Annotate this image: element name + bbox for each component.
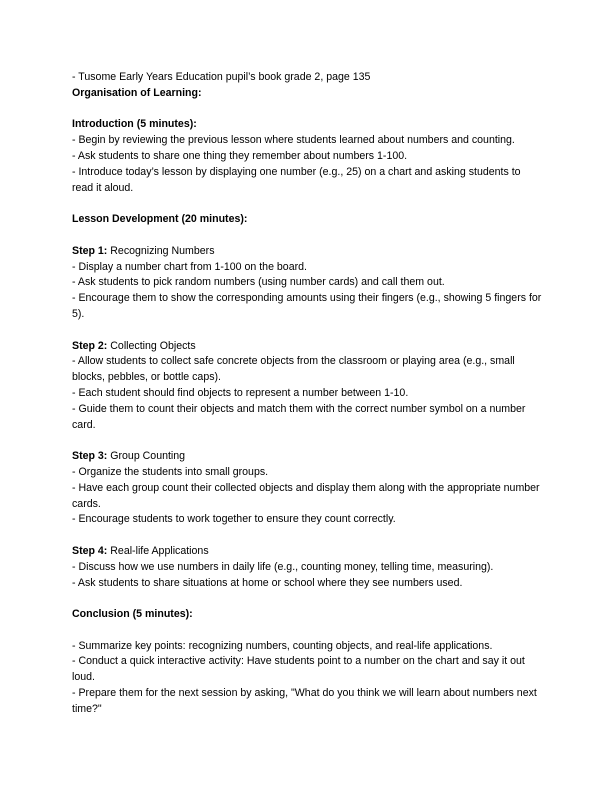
step-title xyxy=(72,544,542,560)
list-item: - Have each group count their collected objects and display them along with the appropriate number cards. xyxy=(72,481,540,510)
step-name: Recognizing Numbers xyxy=(107,244,215,257)
source-reference: - Tusome Early Years Education pupil’s book grade 2, page 135 xyxy=(72,71,371,83)
development-heading: Lesson Development (20 minutes): xyxy=(72,213,248,226)
step-4-section xyxy=(72,544,542,591)
conclusion-heading: Conclusion (5 minutes): xyxy=(72,608,193,621)
step-label: Step 1: xyxy=(72,244,108,257)
list-item: - Conduct a quick interactive activity: Have students point to a number on the chart and say it out loud. xyxy=(72,655,525,684)
introduction-heading: Introduction (5 minutes): xyxy=(72,118,197,131)
list-item: - Encourage them to show the corresponding amounts using their fingers (e.g., showing 5 fingers for 5). xyxy=(72,292,542,320)
step-1-section xyxy=(72,244,542,323)
step-name: Group Counting xyxy=(107,450,186,463)
step-label: Step 3: xyxy=(72,450,108,463)
list-item: - Summarize key points: recognizing numbers, counting objects, and real-life applications. xyxy=(72,639,493,652)
list-item: - Encourage students to work together to ensure they count correctly. xyxy=(72,513,396,526)
conclusion-section xyxy=(72,607,542,718)
list-item: - Ask students to pick random numbers (using number cards) and call them out. xyxy=(72,276,445,289)
list-item: - Organize the students into small groups. xyxy=(72,465,269,478)
list-item: - Begin by reviewing the previous lesson where students learned about numbers and counting. xyxy=(72,134,515,147)
step-name: Real-life Applications xyxy=(107,544,209,557)
list-item: - Ask students to share situations at home or school where they see numbers used. xyxy=(72,576,463,589)
document-page xyxy=(72,70,542,718)
list-item: - Prepare them for the next session by asking, "What do you think we will learn about numbers next time?" xyxy=(72,687,537,715)
list-item: - Introduce today’s lesson by displaying one number (e.g., 25) on a chart and asking students to read it aloud. xyxy=(72,165,521,194)
list-item: - Discuss how we use numbers in daily life (e.g., counting money, telling time, measuring). xyxy=(72,560,494,573)
step-title xyxy=(72,244,542,260)
step-name: Collecting Objects xyxy=(107,339,196,352)
step-title xyxy=(72,449,542,465)
list-item: - Display a number chart from 1-100 on the board. xyxy=(72,260,307,273)
introduction-section xyxy=(72,117,542,196)
list-item: - Each student should find objects to represent a number between 1-10. xyxy=(72,386,409,399)
step-label: Step 2: xyxy=(72,339,108,352)
step-title xyxy=(72,339,542,355)
organisation-heading: Organisation of Learning: xyxy=(72,86,202,99)
step-3-section xyxy=(72,449,542,528)
step-label: Step 4: xyxy=(72,544,108,557)
list-item: - Ask students to share one thing they remember about numbers 1-100. xyxy=(72,149,408,162)
list-item: - Guide them to count their objects and match them with the correct number symbol on a number card. xyxy=(72,402,526,431)
step-2-section xyxy=(72,339,542,434)
list-item: - Allow students to collect safe concrete objects from the classroom or playing area (e.g., small blocks, pebbles, or bottle caps). xyxy=(72,355,515,384)
